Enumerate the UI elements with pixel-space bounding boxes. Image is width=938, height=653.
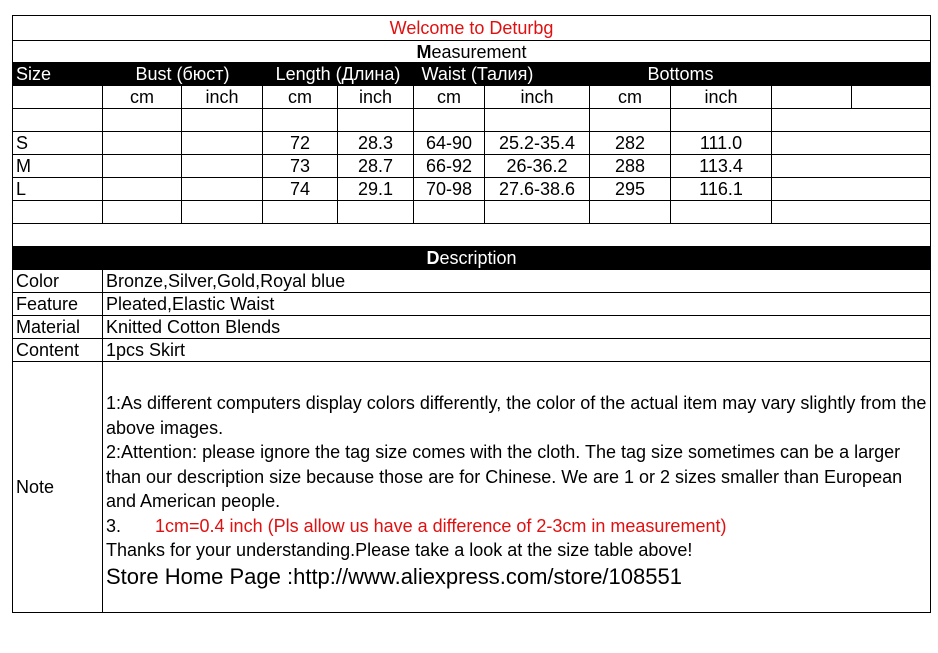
unit-waist-inch: inch: [485, 86, 590, 109]
unit-bottoms-inch: inch: [671, 86, 772, 109]
length-cm: 73: [263, 155, 338, 178]
size-row-m: [13, 155, 931, 178]
units-blank: [13, 86, 103, 109]
bust-inch: [182, 132, 263, 155]
note-line-3: [106, 514, 927, 539]
unit-extra-1: [772, 86, 852, 109]
bottoms-cm: 295: [590, 178, 671, 201]
bust-cm: [103, 155, 182, 178]
unit-bottoms-cm: cm: [590, 86, 671, 109]
unit-length-cm: cm: [263, 86, 338, 109]
size-table-header-row: [13, 63, 931, 86]
note-line-1: 1:As different computers display colors differently, the color of the actual item may vary slightly from the above images.: [106, 393, 927, 438]
waist-cm: 70-98: [414, 178, 485, 201]
bottoms-cm: 288: [590, 155, 671, 178]
description-label: Material: [13, 316, 103, 339]
waist-inch: 26-36.2: [485, 155, 590, 178]
note-line-3-highlight: 1cm=0.4 inch (Pls allow us have a difference of 2-3cm in measurement): [155, 515, 727, 536]
length-header: Length (Длина): [263, 63, 414, 86]
waist-cm: 66-92: [414, 155, 485, 178]
length-inch: 29.1: [338, 178, 414, 201]
bottoms-inch: 113.4: [671, 155, 772, 178]
bottoms-inch: 111.0: [671, 132, 772, 155]
extra-cell: [772, 132, 931, 155]
header-filler: [772, 63, 931, 86]
unit-extra-2: [852, 86, 931, 109]
length-cm: 72: [263, 132, 338, 155]
note-label: Note: [13, 362, 103, 613]
unit-bust-cm: cm: [103, 86, 182, 109]
size-label: L: [13, 178, 103, 201]
measurement-header-initial: M: [416, 41, 432, 62]
length-inch: 28.7: [338, 155, 414, 178]
extra-cell: [772, 155, 931, 178]
waist-inch: 25.2-35.4: [485, 132, 590, 155]
bust-header: Bust (бюст): [103, 63, 263, 86]
bust-cm: [103, 178, 182, 201]
store-home-page-link[interactable]: Store Home Page :http://www.aliexpress.com/store/108551: [106, 563, 682, 589]
bust-inch: [182, 155, 263, 178]
description-value: 1pcs Skirt: [103, 339, 931, 362]
measurement-header-rest: easurement: [431, 41, 527, 62]
size-row-l: [13, 178, 931, 201]
length-inch: 28.3: [338, 132, 414, 155]
note-line-4: Thanks for your understanding.Please take a look at the size table above!: [106, 540, 693, 561]
unit-waist-cm: cm: [414, 86, 485, 109]
table-row: [13, 201, 931, 224]
waist-header: Waist (Талия): [414, 63, 590, 86]
description-value: Pleated,Elastic Waist: [103, 293, 931, 316]
page-title: Welcome to Deturbg: [13, 16, 931, 41]
description-header: [13, 247, 931, 270]
bust-cm: [103, 132, 182, 155]
bottoms-cm: 282: [590, 132, 671, 155]
size-label: M: [13, 155, 103, 178]
unit-length-inch: inch: [338, 86, 414, 109]
description-row-material: [13, 316, 931, 339]
length-cm: 74: [263, 178, 338, 201]
extra-cell: [772, 178, 931, 201]
note-text: [103, 362, 931, 613]
measurement-header: [13, 41, 931, 63]
size-chart-table: [12, 15, 931, 613]
size-chart-sheet: [12, 15, 930, 613]
description-label: Content: [13, 339, 103, 362]
description-header-initial: D: [426, 248, 440, 268]
waist-inch: 27.6-38.6: [485, 178, 590, 201]
description-value: Knitted Cotton Blends: [103, 316, 931, 339]
bottoms-inch: 116.1: [671, 178, 772, 201]
units-row: [13, 86, 931, 109]
bust-inch: [182, 178, 263, 201]
unit-bust-inch: inch: [182, 86, 263, 109]
bottoms-header: Bottoms: [590, 63, 772, 86]
note-line-2: 2:Attention: please ignore the tag size comes with the cloth. The tag size sometimes can be a larger than our description size because those are for Chinese. We are 1 or 2 sizes smaller than European and American people.: [106, 442, 903, 512]
size-row-s: [13, 132, 931, 155]
description-row-color: [13, 270, 931, 293]
table-row: [13, 224, 931, 247]
table-row: [13, 109, 931, 132]
note-row: [13, 362, 931, 613]
size-header: Size: [13, 63, 103, 86]
note-line-3-number: 3.: [106, 515, 122, 536]
description-label: Feature: [13, 293, 103, 316]
description-value: Bronze,Silver,Gold,Royal blue: [103, 270, 931, 293]
description-row-feature: [13, 293, 931, 316]
description-label: Color: [13, 270, 103, 293]
description-row-content: [13, 339, 931, 362]
description-header-rest: escription: [439, 248, 517, 268]
size-label: S: [13, 132, 103, 155]
waist-cm: 64-90: [414, 132, 485, 155]
